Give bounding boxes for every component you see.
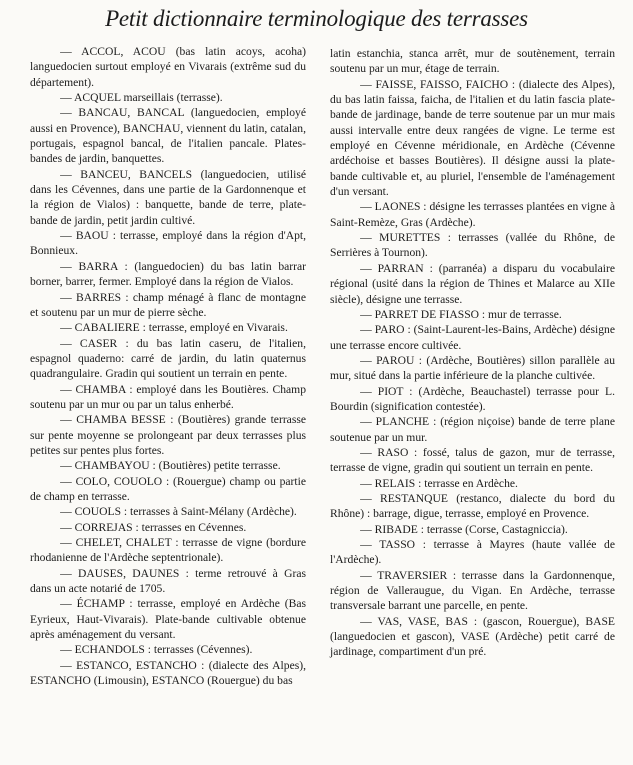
entry-estanco: — ESTANCO, ESTANCHO : (dialecte des Alpes), ESTANCHO (Limousin), ESTANCO (Rouergue) du bas [30, 658, 306, 688]
entry-chamba: — CHAMBA : employé dans les Boutières. Champ soutenu par un mur ou par un talus enherbé. [30, 382, 306, 411]
entry-tasso: — TASSO : terrasse à Mayres (haute vallée de l'Ardèche). [330, 538, 615, 567]
entry-murettes: — MURETTES : terrasses (vallée du Rhône, de Serrières à Tournon). [330, 231, 615, 260]
entry-raso: — RASO : fossé, talus de gazon, mur de terrasse, terrasse de vigne, gradin qui soutient un terrain en pente. [330, 445, 615, 475]
entry-restanque: — RESTANQUE (restanco, dialecte du bord du Rhône) : barrage, digue, terrasse, employé en Provence. [330, 491, 615, 521]
entry-accol: — ACCOL, ACOU (bas latin acoys, acoha) languedocien surtout employé en Vivarais (extrême sud du département). [30, 45, 306, 89]
entry-barra: — BARRA : (languedocien) du bas latin barrar borner, barrer, fermer. Employé dans la région de Vialos. [30, 259, 306, 289]
entry-colo: — COLO, COUOLO : (Rouergue) champ ou partie de champ en terrasse. [30, 474, 306, 503]
entry-laones: — LAONES : désigne les terrasses plantées en vigne à Saint-Remèze, Gras (Ardèche). [330, 200, 615, 229]
entry-piot: — PIOT : (Ardèche, Beauchastel) terrasse pour L. Bourdin (signification contestée). [330, 384, 615, 413]
entry-baou: — BAOU : terrasse, employé dans la région d'Apt, Bonnieux. [30, 229, 306, 258]
entry-couols: — COUOLS : terrasses à Saint-Mélany (Ardèche). [60, 505, 297, 519]
entry-planche: — PLANCHE : (région niçoise) bande de terre plane soutenue par un mur. [330, 415, 615, 444]
entry-correjas: — CORREJAS : terrasses en Cévennes. [60, 520, 247, 534]
entry-bancau: — BANCAU, BANCAL (languedocien, employé aussi en Provence), BANCHAU, viennent du latin, catalan, portugais, espagnol bancal, de l'italien pancale. Plates-bandes de jardin, banquettes. [30, 106, 306, 166]
entry-parran: — PARRAN : (parranéa) a disparu du vocabulaire régional (usité dans la région de Thines et Malarce au XIIe siècle), désigne une terrasse. [330, 261, 615, 306]
entry-echamp: — ÉCHAMP : terrasse, employé en Ardèche (Bas Eyrieux, Haut-Vivarais). Plate-bande cultivable obtenue après aménagement du versant. [30, 597, 306, 642]
entry-faisse: — FAISSE, FAISSO, FAICHO : (dialecte des Alpes), du bas latin faissa, faicha, de l'italien et du latin fascia plate-bande de jardinage, bande de terre soutenue par un mur mais aussi intervalle entre deux rangées de vigne. Le terme est employé en Cévenne méridionale, en Ardèche (Cévenne ardéchoise et basses Boutières). Il désigne aussi la plate-bande cultivable et, au pluriel, l'ensemble de l'aménagement d'un versant. [330, 77, 615, 199]
entry-echandols: — ECHANDOLS : terrasses (Cévennes). [60, 643, 253, 657]
entry-chambayou: — CHAMBAYOU : (Boutières) petite terrasse. [60, 459, 281, 473]
entry-vas: — VAS, VASE, BAS : (gascon, Rouergue), BASE (languedocien et gascon), VASE (Ardèche) petit carré de jardinage, compartiment d'un pré. [330, 614, 615, 659]
entry-banceu: — BANCEU, BANCELS (languedocien, utilisé dans les Cévennes, dans une partie de la Gardonnenque et la région de Vialos) : banquette, bande de terre, plate-bande de jardin, petit jardin cultivé. [30, 167, 306, 227]
entry-traversier: — TRAVERSIER : terrasse dans la Gardonnenque, région de Valleraugue, du Vigan. En Ardèche, terrasse transversale barrant une parcelle, en pente. [330, 568, 615, 613]
entry-caser: — CASER : du bas latin caseru, de l'italien, espagnol quaderno: carré de jardin, du latin quaternus quadrangulaire. Gradin qui soutient un terrain en pente. [30, 336, 306, 381]
entry-paro: — PARO : (Saint-Laurent-les-Bains, Ardèche) désigne une terrasse encore cultivée. [330, 323, 615, 352]
entry-dauses: — DAUSES, DAUNES : terme retrouvé à Gras dans un acte notarié de 1705. [30, 566, 306, 596]
entry-parou: — PAROU : (Ardèche, Boutières) sillon parallèle au mur, situé dans la partie inférieure de la planche cultivée. [330, 353, 615, 383]
right-column [330, 46, 615, 660]
entry-relais: — RELAIS : terrasse en Ardèche. [360, 476, 518, 490]
entry-estanco-continued: latin estanchia, stanca arrêt, mur de soutènement, terrain soutenu par un mur, étage de terrain. [330, 47, 615, 76]
entry-cabaliere: — CABALIERE : terrasse, employé en Vivarais. [60, 321, 288, 335]
entry-acquel: — ACQUEL marseillais (terrasse). [60, 91, 223, 105]
entry-ribade: — RIBADE : terrasse (Corse, Castagniccia). [360, 522, 568, 536]
entry-chamba-besse: — CHAMBA BESSE : (Boutières) grande terrasse sur pente moyenne se prolongeant par deux terrasses plus petites sur pentes plus fortes. [30, 413, 306, 457]
page-title: Petit dictionnaire terminologique des terrasses [105, 6, 528, 31]
entry-parret-de-fiasso: — PARRET DE FIASSO : mur de terrasse. [360, 307, 562, 321]
entry-barres: — BARRES : champ ménagé à flanc de montagne et soutenu par un mur de pierre sèche. [30, 290, 306, 319]
entry-chelet: — CHELET, CHALET : terrasse de vigne (bordure rhodanienne de l'Ardèche septentrionale). [30, 536, 306, 565]
left-column [30, 44, 306, 688]
